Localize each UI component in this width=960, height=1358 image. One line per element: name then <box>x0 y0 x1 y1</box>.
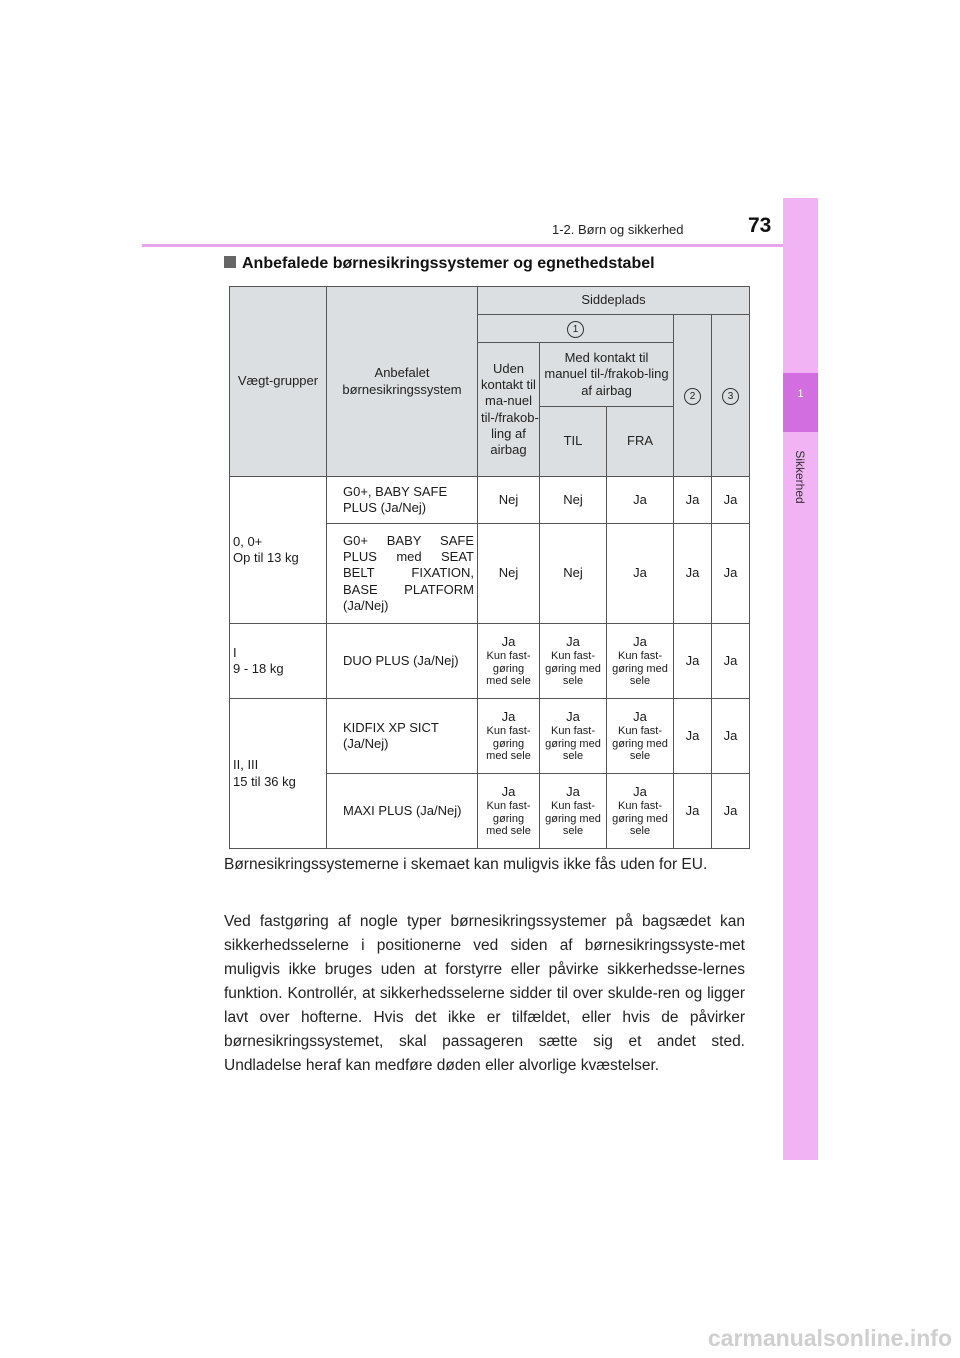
value-cell: Ja Kun fast-gøring med sele <box>607 624 674 699</box>
side-tab-number: 1 <box>797 388 804 400</box>
value-cell: Ja <box>674 524 712 624</box>
col-header-no-airbag-switch: Uden kontakt til ma-nuel til-/frakob-ling af airbag <box>478 343 540 477</box>
table-header-row <box>230 287 750 315</box>
col-header-fra: FRA <box>607 407 674 477</box>
section-title <box>224 255 655 273</box>
table-row <box>230 699 750 774</box>
side-tab <box>783 198 818 1160</box>
watermark: carmanualsonline.info <box>707 1325 952 1351</box>
col-header-with-airbag-switch: Med kontakt til manuel til-/frakob-ling af airbag <box>540 343 674 407</box>
value-cell: Ja Kun fast-gøring med sele <box>540 699 607 774</box>
system-cell: MAXI PLUS (Ja/Nej) <box>327 774 478 849</box>
value-cell: Ja Kun fast-gøring med sele <box>607 774 674 849</box>
seat-position-1 <box>478 315 674 343</box>
system-cell: G0+, BABY SAFE PLUS (Ja/Nej) <box>327 477 478 524</box>
value-cell: Ja <box>674 624 712 699</box>
table-row <box>230 477 750 524</box>
value-cell: Ja <box>712 524 750 624</box>
value-cell: Ja <box>607 477 674 524</box>
weight-group-cell: I 9 - 18 kg <box>230 624 327 699</box>
value-cell: Ja <box>712 699 750 774</box>
value-cell: Ja <box>674 699 712 774</box>
value-cell: Ja Kun fast-gøring med sele <box>540 624 607 699</box>
value-cell: Ja Kun fast-gøring med sele <box>607 699 674 774</box>
value-cell: Nej <box>540 477 607 524</box>
paragraph-seatbelt-warning: Ved fastgøring af nogle typer børnesikringssystemer på bagsædet kan sikkerhedsselerne i positionerne ved siden af børnesikringssyste-met muligvis ikke bruges uden at forstyrre eller påvirke sikkerhedsse-lernes funktion. Kontrollér, at sikkerhedsselerne sidder til over skulde-ren og ligger lavt over hofterne. Hvis det ikke er tilfældet, eller hvis de påvirker børnesikringssystemet, skal passageren sætte sig et andet sted. Undladelse heraf kan medføre døden eller alvorlige kvæstelser. <box>224 913 745 1074</box>
value-cell: Ja <box>712 774 750 849</box>
header-section-title: 1-2. Børn og sikkerhed <box>552 222 684 237</box>
header-rule <box>142 244 818 247</box>
side-tab-label: Sikkerhed <box>793 450 807 504</box>
value-cell: Ja Kun fast-gøring med sele <box>540 774 607 849</box>
value-cell: Ja <box>712 624 750 699</box>
col-header-til: TIL <box>540 407 607 477</box>
value-cell: Ja <box>712 477 750 524</box>
page-number: 73 <box>748 214 772 237</box>
value-cell: Nej <box>478 477 540 524</box>
value-cell: Nej <box>540 524 607 624</box>
seat-position-2 <box>674 315 712 477</box>
section-title-text: Anbefalede børnesikringssystemer og egnethedstabel <box>242 255 655 272</box>
seat-position-3 <box>712 315 750 477</box>
paragraph-availability: Børnesikringssystemerne i skemaet kan muligvis ikke fås uden for EU. <box>224 856 708 873</box>
value-cell: Ja Kun fast-gøring med sele <box>478 774 540 849</box>
col-header-weight: Vægt-grupper <box>230 287 327 477</box>
col-header-system: Anbefalet børnesikringssystem <box>327 287 478 477</box>
value-cell: Ja <box>674 774 712 849</box>
table-row <box>230 624 750 699</box>
value-cell: Ja <box>674 477 712 524</box>
system-cell: KIDFIX XP SICT (Ja/Nej) <box>327 699 478 774</box>
side-tab-active-chapter[interactable] <box>783 373 818 432</box>
col-header-seat: Siddeplads <box>478 287 750 315</box>
weight-group-cell: II, III 15 til 36 kg <box>230 699 327 849</box>
value-cell: Nej <box>478 524 540 624</box>
circled-number-2-icon: 2 <box>684 388 701 405</box>
child-seat-table <box>229 286 750 849</box>
value-cell: Ja <box>607 524 674 624</box>
square-bullet-icon <box>224 256 236 268</box>
value-cell: Ja Kun fast-gøring med sele <box>478 624 540 699</box>
value-cell: Ja Kun fast-gøring med sele <box>478 699 540 774</box>
circled-number-3-icon: 3 <box>722 388 739 405</box>
circled-number-1-icon: 1 <box>567 321 584 338</box>
system-cell: DUO PLUS (Ja/Nej) <box>327 624 478 699</box>
weight-group-cell: 0, 0+ Op til 13 kg <box>230 477 327 624</box>
system-cell: G0+ BABY SAFE PLUS med SEAT BELT FIXATION, BASE PLATFORM (Ja/Nej) <box>327 524 478 624</box>
